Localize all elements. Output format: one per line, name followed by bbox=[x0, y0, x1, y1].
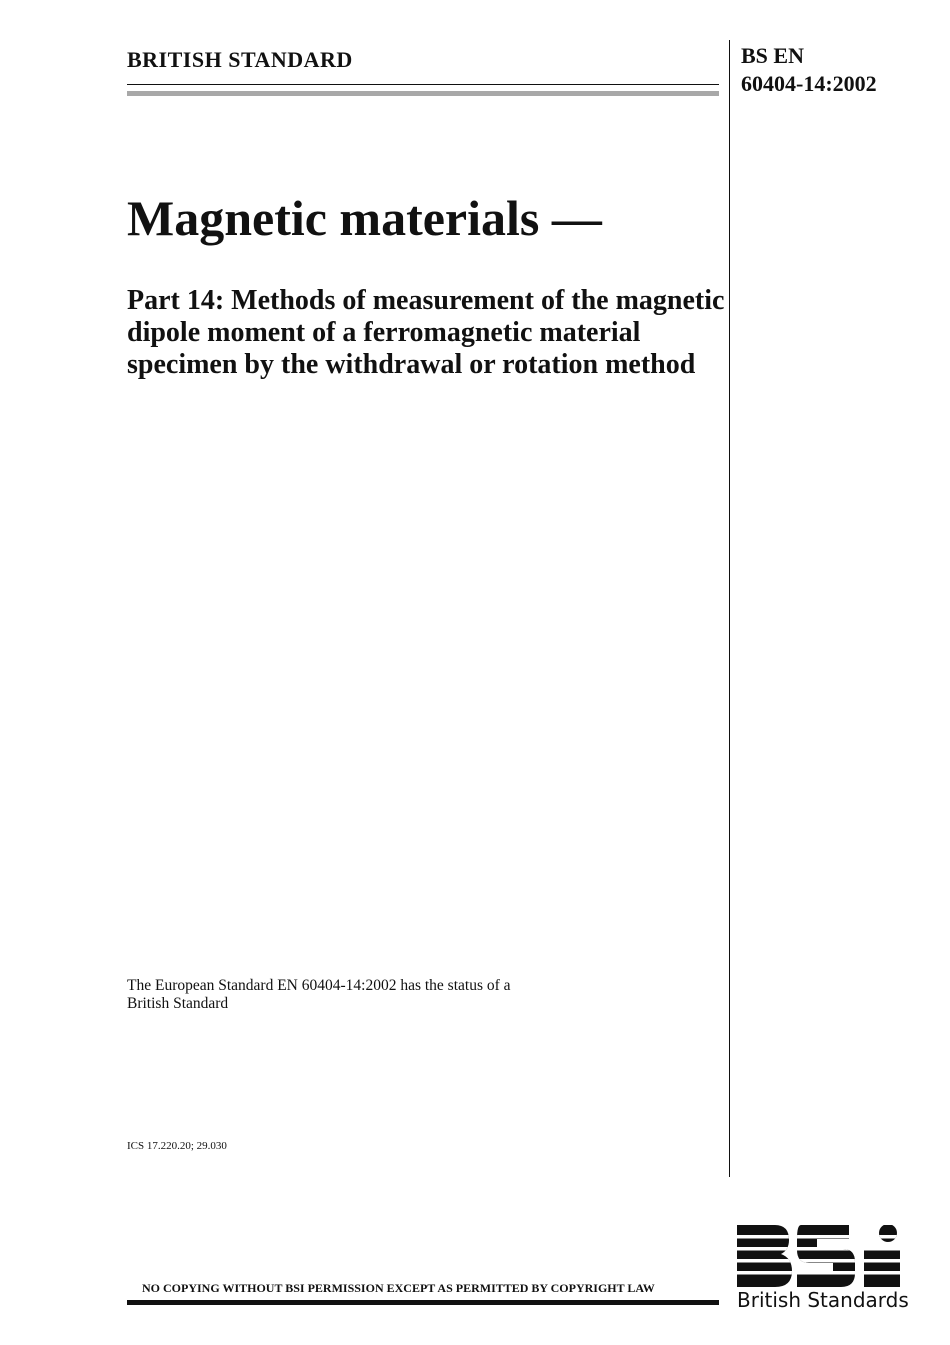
document-number-line2: 60404-14:2002 bbox=[741, 71, 877, 96]
main-title: Magnetic materials — bbox=[127, 190, 602, 246]
document-number bbox=[741, 42, 877, 98]
vertical-divider bbox=[729, 40, 730, 1177]
part-title: Part 14: Methods of measurement of the magnetic dipole moment of a ferromagnetic material specimen by the withdrawal or rotation method bbox=[127, 285, 725, 380]
header-rule-thin bbox=[127, 84, 719, 85]
status-note bbox=[127, 977, 607, 1012]
status-note-line1: The European Standard EN 60404-14:2002 has the status of a bbox=[127, 977, 511, 994]
standard-type-label: BRITISH STANDARD bbox=[127, 47, 353, 72]
footer-rule bbox=[127, 1300, 719, 1305]
ics-code: ICS 17.220.20; 29.030 bbox=[127, 1140, 227, 1152]
document-number-line1: BS EN bbox=[741, 43, 804, 68]
status-note-line2: British Standard bbox=[127, 994, 229, 1012]
header-rule-grey bbox=[127, 91, 719, 96]
copyright-notice: NO COPYING WITHOUT BSI PERMISSION EXCEPT AS PERMITTED BY COPYRIGHT LAW bbox=[142, 1281, 655, 1295]
bsi-logo-caption: British Standards bbox=[737, 1288, 909, 1312]
